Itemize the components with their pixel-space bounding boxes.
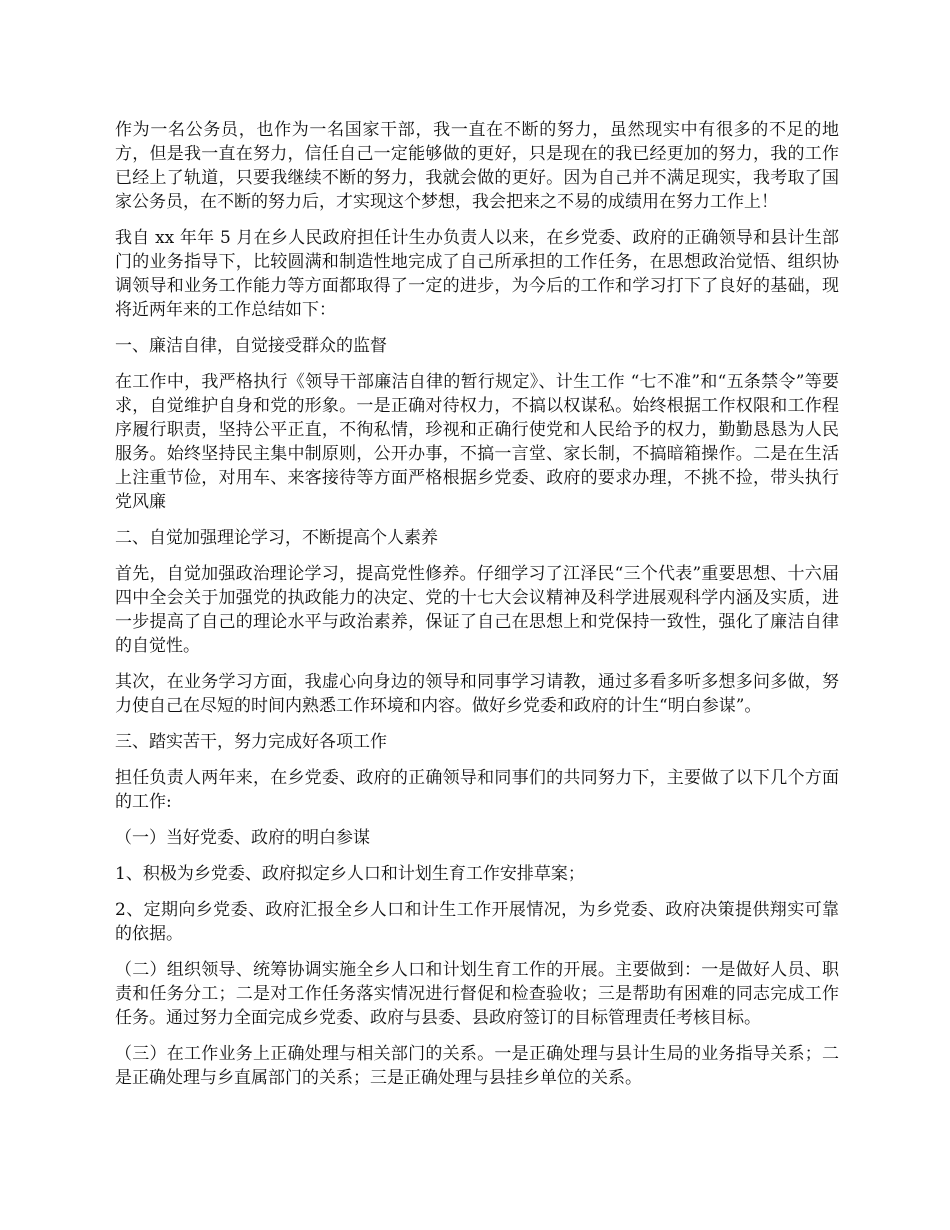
body-paragraph: 在工作中，我严格执行《领导干部廉洁自律的暂行规定》、计生工作 “七不准”和“五条禁令”等要求，自觉维护自身和党的形象。一是正确对待权力，不搞以权谋私。始终根据工作权限和工作程序履行职责，坚持公平正直，不徇私情，珍视和正确行使党和人民给予的权力，勤勤恳恳为人民服务。始终坚持民主集中制原则，公开办事，不搞一言堂、家长制，不搞暗箱操作。二是在生活上注重节俭，对用车、来客接待等方面严格根据乡党委、政府的要求办理，不挑不捡，带头执行党风廉 xyxy=(115,372,839,512)
intro-paragraph: 作为一名公务员，也作为一名国家干部，我一直在不断的努力，虽然现实中有很多的不足的地方，但是我一直在努力，信任自己一定能够做的更好，只是现在的我已经更加的努力，我的工作已经上了轨道，只要我继续不断的努力，我就会做的更好。因为自己并不满足现实，我考取了国家公务员，在不断的努力后，才实现这个梦想，我会把来之不易的成绩用在努力工作上！ xyxy=(115,120,839,212)
section-heading-1: 一、廉洁自律，自觉接受群众的监督 xyxy=(115,336,387,356)
list-item: 2、定期向乡党委、政府汇报全乡人口和计生工作开展情况，为乡党委、政府决策提供翔实可靠的依据。 xyxy=(115,900,839,944)
document-page xyxy=(115,118,839,1102)
subsection-paragraph-2: （二）组织领导、统筹协调实施全乡人口和计划生育工作的开展。主要做到：一是做好人员、职责和任务分工；二是对工作任务落实情况进行督促和检查验收；三是帮助有困难的同志完成工作任务。通过努力全面完成乡党委、政府与县委、县政府签订的目标管理责任考核目标。 xyxy=(115,960,839,1028)
section-heading-2: 二、自觉加强理论学习，不断提高个人素养 xyxy=(115,528,438,548)
subsection-paragraph-3: （三）在工作业务上正确处理与相关部门的关系。一是正确处理与县计生局的业务指导关系；二是正确处理与乡直属部门的关系；三是正确处理与县挂乡单位的关系。 xyxy=(115,1044,839,1088)
body-paragraph: 其次，在业务学习方面，我虚心向身边的领导和同事学习请教，通过多看多听多想多问多做，努力使自己在尽短的时间内熟悉工作环境和内容。做好乡党委和政府的计生“明白参谋”。 xyxy=(115,672,839,716)
body-paragraph: 首先，自觉加强政治理论学习，提高党性修养。仔细学习了江泽民“三个代表”重要思想、十六届四中全会关于加强党的执政能力的决定、党的十七大会议精神及科学进展观科学内涵及实质，进一步提高了自己的理论水平与政治素养，保证了自己在思想上和党保持一致性，强化了廉洁自律的自觉性。 xyxy=(115,564,839,656)
list-item: 1、积极为乡党委、政府拟定乡人口和计划生育工作安排草案； xyxy=(115,864,585,884)
body-paragraph: 担任负责人两年来，在乡党委、政府的正确领导和同事们的共同努力下，主要做了以下几个方面的工作: xyxy=(115,768,839,812)
subsection-heading-1: （一）当好党委、政府的明白参谋 xyxy=(115,828,370,848)
summary-paragraph: 我自 xx 年年 5 月在乡人民政府担任计生办负责人以来，在乡党委、政府的正确领导和县计生部门的业务指导下，比较圆满和制造性地完成了自己所承担的工作任务，在思想政治觉悟、组织协调领导和业务工作能力等方面都取得了一定的进步，为今后的工作和学习打下了良好的基础，现将近两年来的工作总结如下： xyxy=(115,228,839,320)
section-heading-3: 三、踏实苦干，努力完成好各项工作 xyxy=(115,732,387,752)
